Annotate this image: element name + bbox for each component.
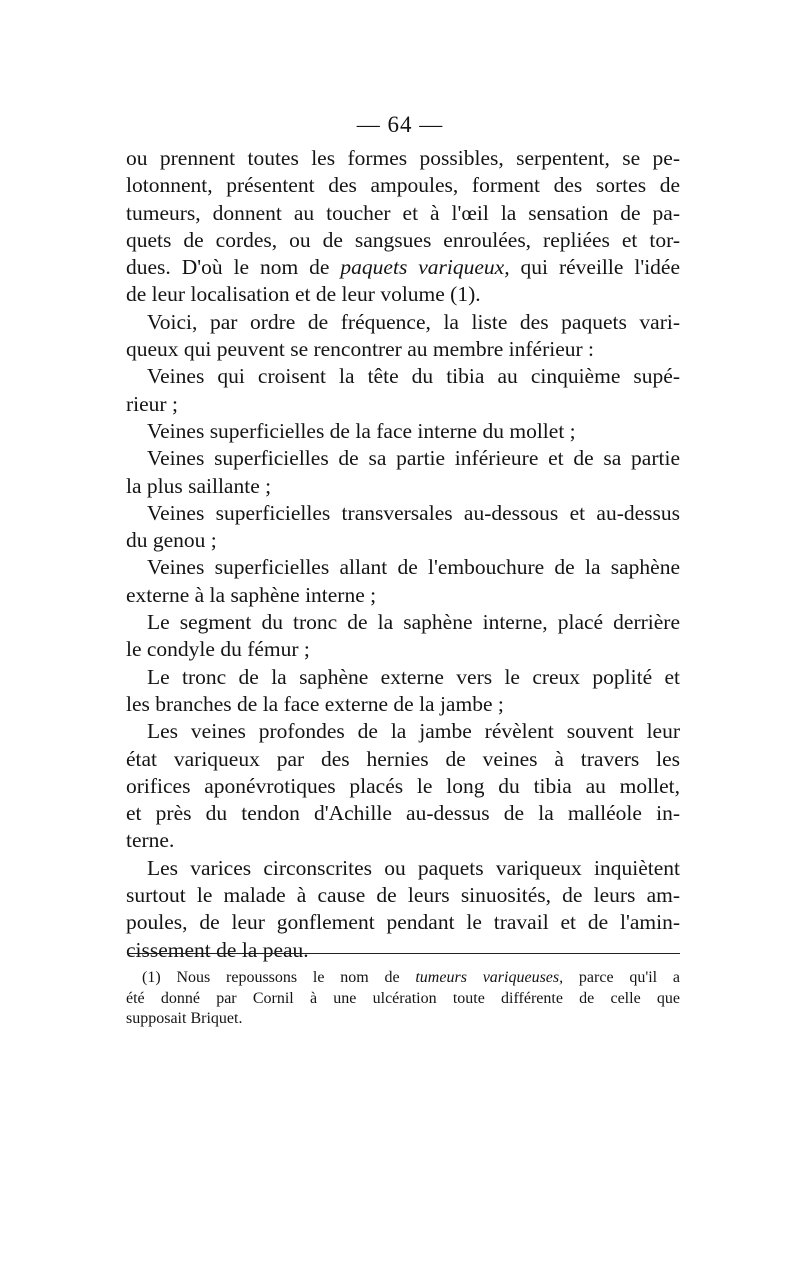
footnote-line: été donné par Cornil à une ulcération toute différente de celle que (126, 989, 680, 1007)
text-line: surtout le malade à cause de leurs sinuosités, de leurs am- (126, 883, 680, 908)
text-line: Les varices circonscrites ou paquets variqueux inquiètent (147, 855, 680, 880)
text-line: le condyle du fémur ; (126, 637, 310, 662)
text-line: poules, de leur gonflement pendant le travail et de l'amin- (126, 910, 680, 935)
text-line: externe à la saphène interne ; (126, 582, 377, 607)
text-line: lotonnent, présentent des ampoules, forment des sortes de (126, 173, 680, 198)
page-number: — 64 — (356, 112, 444, 137)
text-line: queux qui peuvent se rencontrer au membre inférieur : (126, 337, 595, 362)
text-line: Veines superficielles transversales au-dessous et au-dessus (147, 500, 680, 525)
text-line: Veines qui croisent la tête du tibia au cinquième supé- (147, 364, 680, 389)
text-line: orifices aponévrotiques placés le long du tibia au mollet, (126, 773, 680, 798)
text-line: quets de cordes, ou de sangsues enroulées, repliées et tor- (126, 227, 680, 252)
body-text (126, 145, 680, 964)
text-line: terne. (126, 828, 175, 853)
footnote-line: supposait Briquet. (126, 1010, 243, 1027)
text-segment: dues. D'où le nom de (126, 255, 341, 280)
text-line: Voici, par ordre de fréquence, la liste des paquets vari- (147, 309, 680, 334)
text-line: Veines superficielles de la face interne du mollet ; (147, 418, 576, 443)
text-line (126, 254, 680, 281)
text-segment: qui réveille l'idée (509, 255, 680, 280)
text-line: ou prennent toutes les formes possibles, serpentent, se pe- (126, 146, 680, 170)
footnote-line (126, 968, 680, 989)
text-line: rieur ; (126, 391, 178, 416)
text-line: cissement de la peau. (126, 937, 309, 962)
footnote (126, 968, 680, 1030)
text-line: Veines superficielles allant de l'embouchure de la saphène (147, 555, 680, 580)
italic-term: tumeurs variqueuses, (415, 969, 564, 986)
text-segment: (1) Nous repoussons le nom de (142, 969, 416, 986)
text-line: du genou ; (126, 528, 217, 553)
text-line: et près du tendon d'Achille au-dessus de la malléole in- (126, 801, 680, 826)
italic-term: paquets variqueux, (340, 255, 510, 280)
text-line: état variqueux par des hernies de veines à travers les (126, 746, 680, 771)
text-line: les branches de la face externe de la jambe ; (126, 691, 504, 716)
text-line: Veines superficielles de sa partie inférieure et de sa partie (147, 446, 680, 471)
text-line: de leur localisation et de leur volume (1). (126, 282, 481, 307)
text-line: tumeurs, donnent au toucher et à l'œil la sensation de pa- (126, 200, 680, 225)
text-line: Le segment du tronc de la saphène interne, placé derrière (147, 610, 680, 635)
text-line: Les veines profondes de la jambe révèlent souvent leur (147, 719, 680, 744)
text-segment: parce qu'il a (563, 969, 681, 986)
text-line: la plus saillante ; (126, 473, 272, 498)
text-line: Le tronc de la saphène externe vers le creux poplité et (147, 664, 680, 689)
footnote-divider (127, 953, 680, 954)
